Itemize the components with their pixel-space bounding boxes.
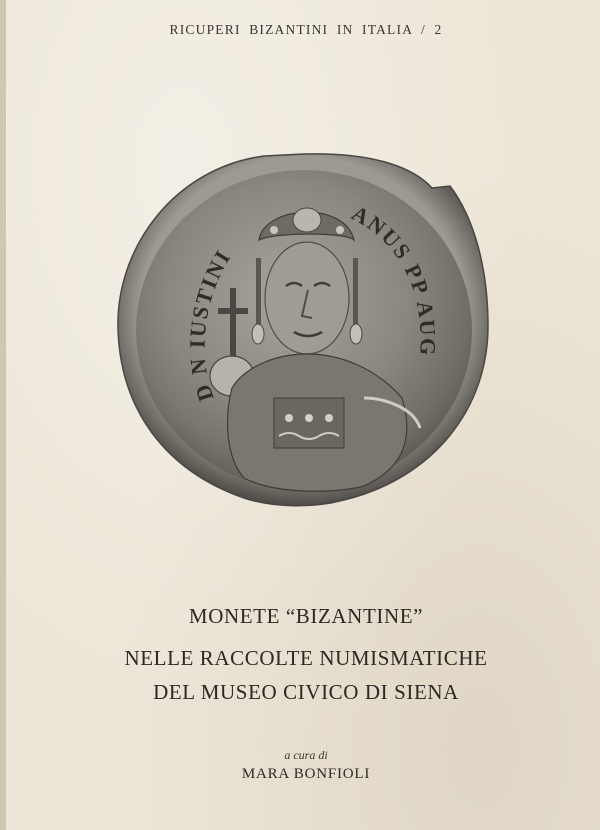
coin-legend-left: D N IUSTINI <box>184 244 236 405</box>
editor-prefix: a cura di <box>284 748 328 762</box>
title-line-3: DEL MUSEO CIVICO DI SIENA <box>153 680 459 704</box>
series-title: RICUPERI BIZANTINI IN ITALIA / 2 <box>169 22 443 37</box>
coin-image <box>114 148 492 510</box>
title-line-1: MONETE “BIZANTINE” <box>188 604 424 628</box>
coin-legend-right: ANUS PP AUG <box>347 200 441 358</box>
title-line-2: NELLE RACCOLTE NUMISMATICHE <box>124 646 488 670</box>
editor-name: MARA BONFIOLI <box>241 766 371 782</box>
coin-illustration <box>114 148 492 510</box>
